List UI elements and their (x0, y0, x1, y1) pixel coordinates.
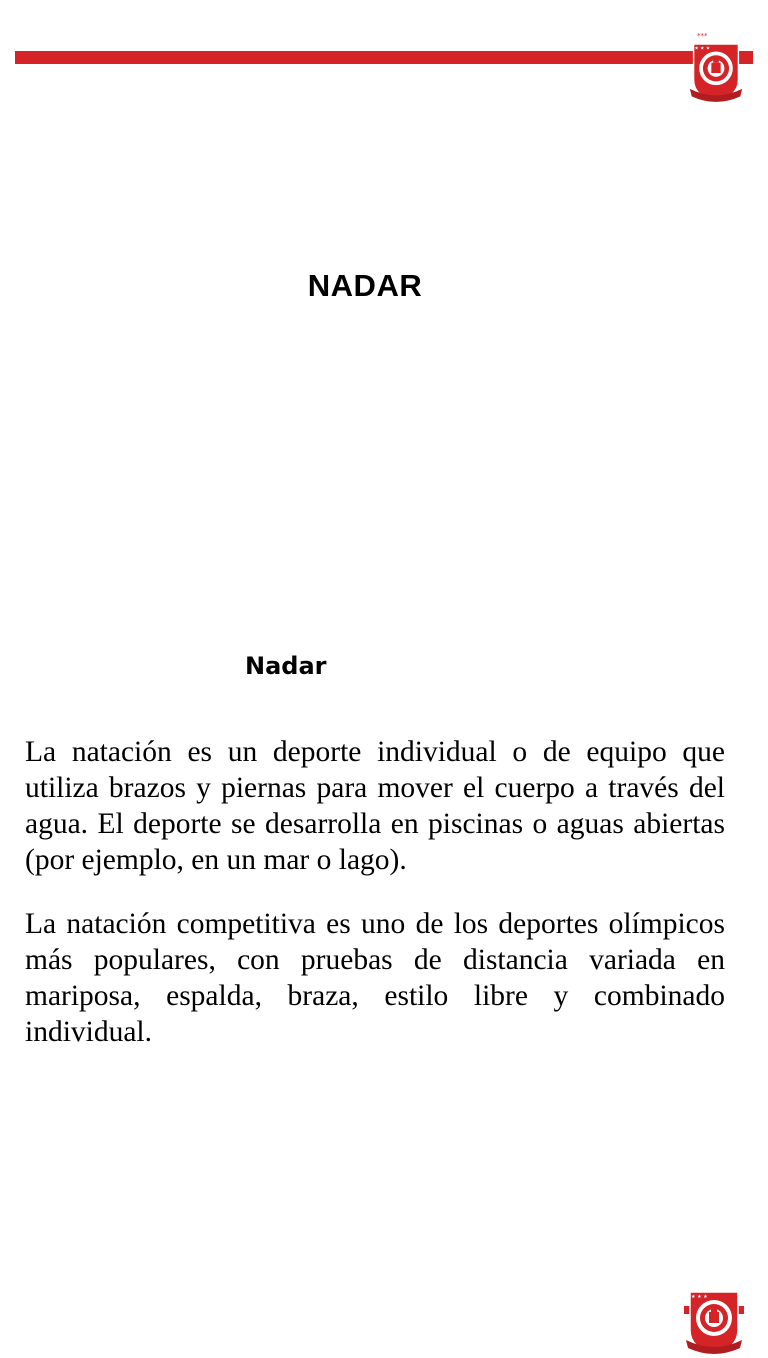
slide-2 (0, 640, 768, 1300)
college-crest-icon (688, 40, 744, 106)
slide-1 (0, 0, 768, 640)
paragraph-1: La natación es un deporte individual o de equipo que utiliza brazos y piernas para mover el cuerpo a través del agua. El deporte se desarrolla en piscinas o aguas abiertas (por ejemplo, en un mar o lago). (25, 736, 725, 876)
slide-title: NADAR (307, 268, 423, 303)
header-red-bar (15, 51, 753, 64)
body-text (25, 734, 725, 1078)
college-crest-icon (684, 1288, 744, 1358)
slide-heading: Nadar (245, 652, 327, 680)
paragraph-2: La natación competitiva es uno de los deportes olímpicos más populares, con pruebas de distancia variada en mariposa, espalda, braza, estilo libre y combinado individual. (25, 908, 725, 1048)
stars-mark: *** (697, 32, 708, 40)
svg-text:★ ★ ★: ★ ★ ★ (694, 46, 711, 52)
svg-text:★ ★ ★: ★ ★ ★ (691, 1294, 708, 1300)
